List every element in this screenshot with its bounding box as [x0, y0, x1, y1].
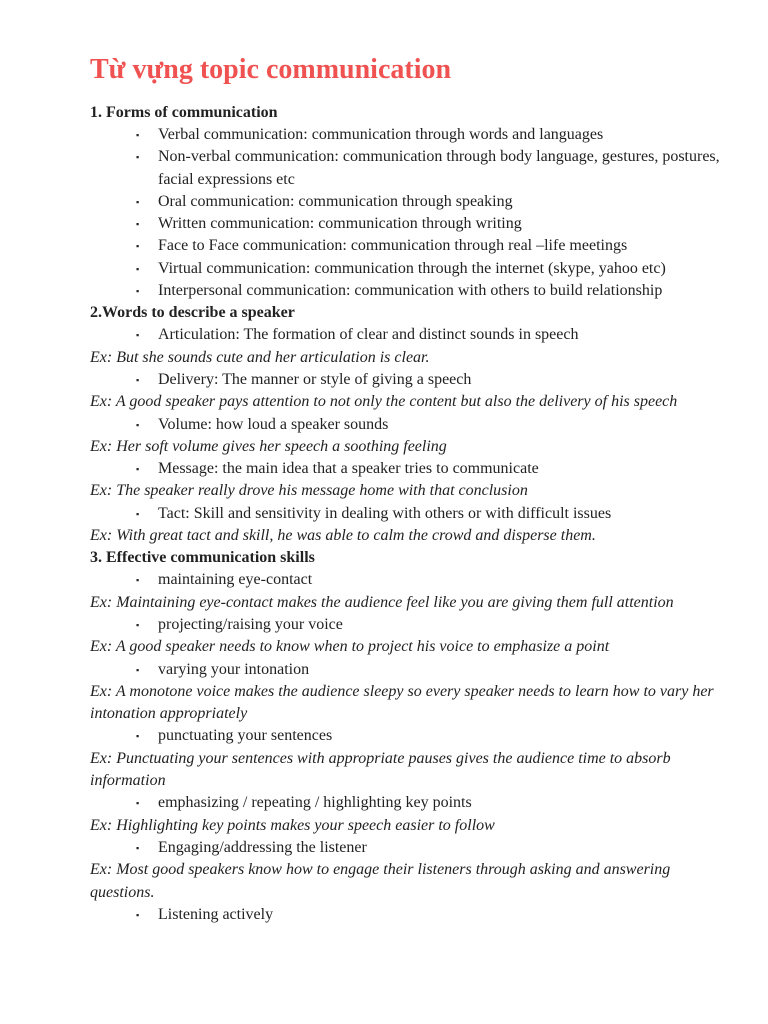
- section-heading: 1. Forms of communication: [90, 104, 278, 121]
- bullet-item: [90, 659, 728, 681]
- bullet-item: [90, 458, 728, 480]
- bullet-item: [90, 124, 728, 146]
- bullet-text: Engaging/addressing the listener: [158, 838, 367, 856]
- bullet-item: [90, 569, 728, 591]
- bullet-item: [90, 213, 728, 235]
- bullet-text: Non-verbal communication: communication through body language, gestures, postures, facial expressions etc: [158, 148, 720, 188]
- bullet-list: [90, 614, 728, 636]
- bullet-text: Listening actively: [158, 905, 274, 923]
- bullet-text: Interpersonal communication: communication with others to build relationship: [158, 282, 663, 300]
- bullet-item: [90, 191, 728, 213]
- square-bullet-icon: ▪: [136, 374, 140, 385]
- bullet-text: Face to Face communication: communication through real –life meetings: [158, 237, 628, 255]
- square-bullet-icon: ▪: [136, 263, 140, 274]
- bullet-text: Articulation: The formation of clear and distinct sounds in speech: [158, 326, 579, 344]
- bullet-list: [90, 458, 728, 480]
- bullet-text: maintaining eye-contact: [158, 571, 313, 589]
- square-bullet-icon: ▪: [136, 508, 140, 519]
- square-bullet-icon: ▪: [136, 909, 140, 920]
- bullet-text: Virtual communication: communication through the internet (skype, yahoo etc): [158, 259, 666, 277]
- square-bullet-icon: ▪: [136, 575, 140, 586]
- bullet-list: [90, 414, 728, 436]
- example-sentence: Ex: A good speaker needs to know when to project his voice to emphasize a point: [90, 638, 610, 656]
- bullet-item: [90, 280, 728, 302]
- example-sentence: Ex: But she sounds cute and her articulation is clear.: [90, 348, 430, 366]
- example-sentence: Ex: Punctuating your sentences with appropriate pauses gives the audience time to absorb information: [90, 749, 671, 790]
- bullet-item: [90, 837, 728, 859]
- square-bullet-icon: ▪: [136, 196, 140, 207]
- bullet-list: [90, 837, 728, 859]
- bullet-item: [90, 725, 728, 747]
- bullet-list: [90, 324, 728, 346]
- example-sentence: Ex: A monotone voice makes the audience sleepy so every speaker needs to learn how to vary her intonation appropriately: [90, 682, 714, 723]
- bullet-item: [90, 324, 728, 346]
- square-bullet-icon: ▪: [136, 130, 140, 140]
- square-bullet-icon: ▪: [136, 464, 140, 475]
- bullet-text: Message: the main idea that a speaker tries to communicate: [158, 460, 539, 478]
- bullet-item: [90, 614, 728, 636]
- bullet-list: [90, 659, 728, 681]
- bullet-text: emphasizing / repeating / highlighting key points: [158, 794, 472, 812]
- bullet-item: [90, 146, 728, 191]
- bullet-list: [90, 503, 728, 525]
- square-bullet-icon: ▪: [136, 419, 140, 430]
- bullet-list: [90, 369, 728, 391]
- square-bullet-icon: ▪: [136, 152, 140, 163]
- square-bullet-icon: ▪: [136, 842, 140, 853]
- document-title: Từ vựng topic communication: [90, 54, 452, 85]
- bullet-item: [90, 792, 728, 814]
- example-sentence: Ex: The speaker really drove his message home with that conclusion: [90, 482, 528, 500]
- square-bullet-icon: ▪: [136, 330, 140, 341]
- example-sentence: Ex: Highlighting key points makes your speech easier to follow: [90, 816, 495, 834]
- document-body: [90, 102, 728, 926]
- example-sentence: Ex: Maintaining eye-contact makes the audience feel like you are giving them full attention: [90, 593, 674, 611]
- bullet-text: Delivery: The manner or style of giving a speech: [158, 370, 472, 388]
- square-bullet-icon: ▪: [136, 241, 140, 252]
- bullet-text: Volume: how loud a speaker sounds: [158, 415, 389, 433]
- bullet-list: [90, 725, 728, 747]
- bullet-text: Written communication: communication through writing: [158, 215, 522, 233]
- example-sentence: Ex: A good speaker pays attention to not only the content but also the delivery of his speech: [90, 393, 678, 411]
- bullet-item: [90, 369, 728, 391]
- bullet-list: [90, 904, 728, 926]
- square-bullet-icon: ▪: [136, 731, 140, 742]
- square-bullet-icon: ▪: [136, 619, 140, 630]
- bullet-text: Tact: Skill and sensitivity in dealing with others or with difficult issues: [158, 504, 612, 522]
- bullet-item: [90, 235, 728, 257]
- bullet-text: punctuating your sentences: [158, 727, 333, 745]
- bullet-text: varying your intonation: [158, 660, 310, 678]
- bullet-text: Oral communication: communication through speaking: [158, 192, 513, 210]
- bullet-list: [90, 124, 728, 302]
- bullet-list: [90, 792, 728, 814]
- bullet-text: projecting/raising your voice: [158, 615, 343, 633]
- bullet-item: [90, 258, 728, 280]
- square-bullet-icon: ▪: [136, 798, 140, 809]
- example-sentence: Ex: Most good speakers know how to engage their listeners through asking and answering questions.: [90, 861, 671, 901]
- bullet-list: [90, 569, 728, 591]
- bullet-text: Verbal communication: communication through words and languages: [158, 126, 604, 143]
- square-bullet-icon: ▪: [136, 219, 140, 230]
- bullet-item: [90, 503, 728, 525]
- section-heading: 3. Effective communication skills: [90, 549, 315, 567]
- example-sentence: Ex: Her soft volume gives her speech a soothing feeling: [90, 437, 447, 455]
- example-sentence: Ex: With great tact and skill, he was able to calm the crowd and disperse them.: [90, 527, 596, 545]
- square-bullet-icon: ▪: [136, 286, 140, 297]
- square-bullet-icon: ▪: [136, 664, 140, 675]
- bullet-item: [90, 414, 728, 436]
- bullet-item: [90, 904, 728, 926]
- section-heading: 2.Words to describe a speaker: [90, 304, 295, 322]
